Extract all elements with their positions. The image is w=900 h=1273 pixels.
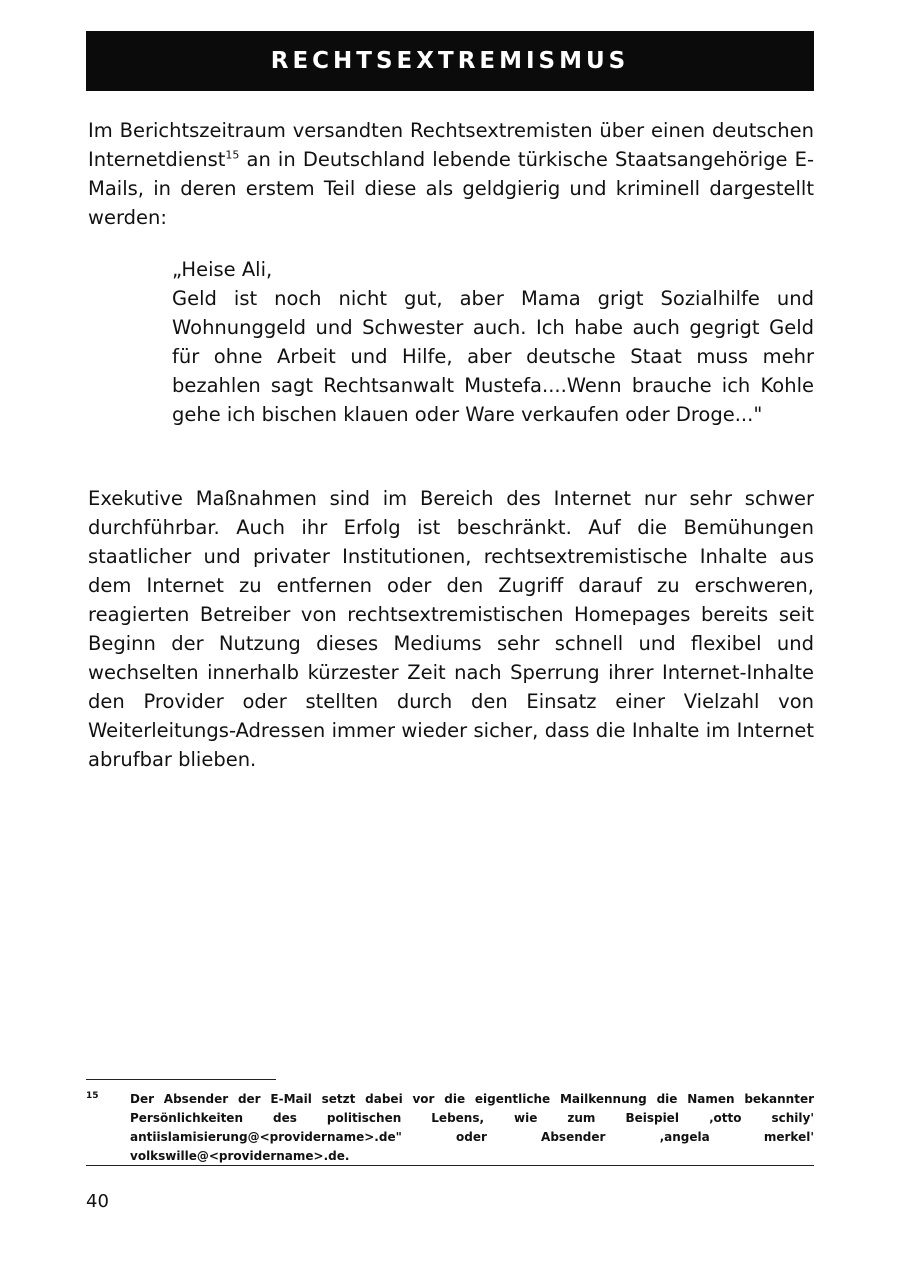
measures-paragraph: Exekutive Maßnahmen sind im Bereich des Internet nur sehr schwer durchführbar. Auch ihr Erfolg ist beschränkt. Auf die Bemühungen staatlicher und privater Institutionen, rechtsextremistische Inhalte aus dem Internet zu entfernen oder den Zugriff darauf zu erschweren, reagierten Betreiber von rechtsextremistischen Homepages bereits seit Beginn der Nutzung dieses Mediums sehr schnell und flexibel und wechselten innerhalb kürzester Zeit nach Sperrung ihrer Internet-Inhalte den Provider oder stellten durch den Einsatz einer Vielzahl von Weiterleitungs-Adressen immer wieder sicher, dass die Inhalte im Internet abrufbar blieben. [88, 487, 814, 771]
footnote-reference[interactable]: 15 [225, 148, 240, 162]
quote-body: Geld ist noch nicht gut, aber Mama grigt Sozialhilfe und Wohnunggeld und Schwester auch. Ich habe auch gegrigt Geld für ohne Arbeit und Hilfe, aber deutsche Staat muss mehr bezahlen sagt Rechtsanwalt Mustefa....Wenn brauche ich Kohle gehe ich bischen klauen oder Ware verkaufen oder Droge..." [172, 287, 814, 426]
quote-salutation: „Heise Ali, [172, 258, 273, 281]
footnote-text: Der Absender der E-Mail setzt dabei vor die eigentliche Mailkennung die Namen bekannter Persönlichkeiten des politischen Lebens, wie zum Beispiel ‚otto schily' antiislamisierung@<providername>.de" oder Absender ‚angela merkel' volkswille@<providername>.de. [130, 1092, 814, 1163]
intro-text-start: Im Berichtszeitraum versandten Rechtsextremisten über einen deutschen Internetdienst [88, 119, 814, 171]
footnote [86, 1090, 814, 1166]
footnote-separator [86, 1079, 276, 1080]
email-quote [172, 255, 814, 429]
section-header-bar [86, 31, 814, 91]
page-number: 40 [86, 1191, 109, 1212]
section-title: RECHTSEXTREMISMUS [270, 48, 630, 74]
intro-paragraph [88, 116, 814, 232]
footer-rule [86, 1165, 814, 1166]
footnote-number: 15 [86, 1091, 99, 1101]
intro-text-end: an in Deutschland lebende türkische Staatsangehörige E-Mails, in deren erstem Teil diese als geldgierig und kriminell dargestellt werden: [88, 148, 814, 229]
